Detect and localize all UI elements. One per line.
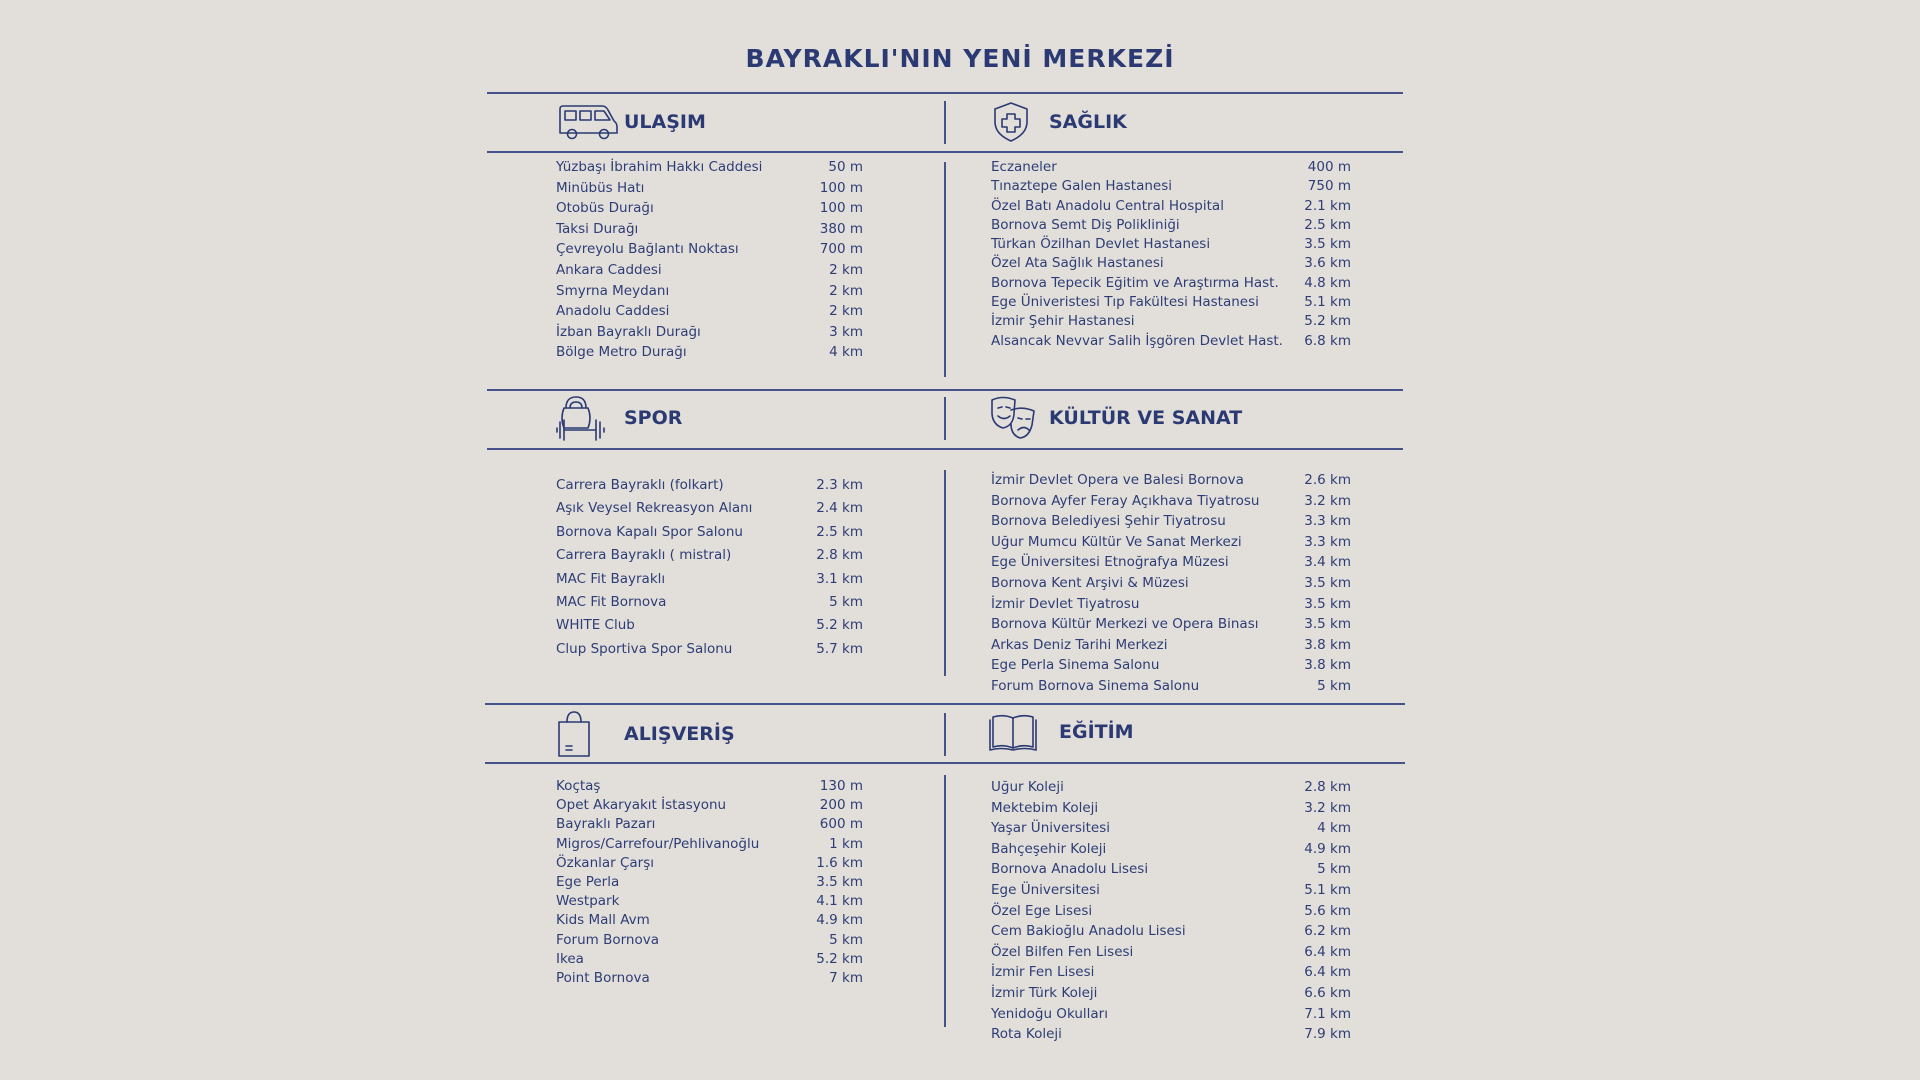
list-item: [556, 815, 863, 834]
place-name: Yüzbaşı İbrahim Hakkı Caddesi: [556, 159, 763, 175]
place-distance: 3.5 km: [1304, 595, 1351, 612]
list-item: [991, 839, 1351, 860]
page-title: BAYRAKLI'NIN YENİ MERKEZİ: [745, 44, 1175, 73]
divider: [485, 703, 1405, 705]
place-name: Opet Akaryakıt İstasyonu: [556, 797, 727, 814]
section-header-egitim: [989, 707, 1134, 757]
list-item: [556, 497, 863, 520]
place-name: Cem Bakioğlu Anadolu Lisesi: [991, 923, 1186, 940]
list-item: [556, 198, 863, 219]
list-egitim: [991, 777, 1351, 1045]
place-distance: 3.8 km: [1304, 657, 1351, 674]
place-distance: 400 m: [1307, 159, 1351, 175]
divider: [487, 389, 1403, 391]
place-name: MAC Fit Bornova: [556, 593, 667, 610]
place-distance: 5.2 km: [816, 950, 863, 967]
place-name: Bornova Semt Diş Polikliniği: [991, 216, 1180, 233]
list-item: [556, 521, 863, 544]
list-item: [556, 591, 863, 614]
section-title: KÜLTÜR VE SANAT: [1049, 407, 1243, 429]
list-item: [991, 158, 1351, 177]
place-distance: 3.2 km: [1304, 799, 1351, 816]
place-name: Bornova Ayfer Feray Açıkhava Tiyatrosu: [991, 492, 1260, 509]
place-name: Ege Perla: [556, 873, 620, 890]
place-distance: 6.8 km: [1304, 332, 1351, 349]
divider: [487, 92, 1403, 94]
place-distance: 3 km: [829, 323, 863, 340]
list-item: [991, 655, 1351, 676]
place-distance: 100 m: [819, 200, 863, 217]
place-distance: 5 km: [829, 593, 863, 610]
place-distance: 6.4 km: [1304, 964, 1351, 981]
column-divider: [944, 775, 946, 1027]
list-item: [556, 911, 863, 930]
place-name: Kids Mall Avm: [556, 912, 650, 929]
place-name: Migros/Carrefour/Pehlivanoğlu: [556, 835, 760, 852]
place-distance: 3.2 km: [1304, 492, 1351, 509]
place-distance: 4.8 km: [1304, 274, 1351, 291]
list-item: [991, 1024, 1351, 1045]
section-title: EĞİTİM: [1059, 721, 1134, 743]
list-item: [556, 614, 863, 637]
section-header-spor: [556, 393, 682, 443]
place-name: Ikea: [556, 950, 584, 967]
medical-shield-icon: [989, 97, 1049, 147]
place-name: Çevreyolu Bağlantı Noktası: [556, 241, 739, 258]
place-distance: 5.1 km: [1304, 294, 1351, 311]
list-alisveris: [556, 777, 863, 988]
place-distance: 1 km: [829, 835, 863, 852]
section-header-ulasim: [556, 97, 706, 147]
list-item: [556, 638, 863, 661]
place-name: Bayraklı Pazarı: [556, 816, 656, 833]
place-name: Aşık Veysel Rekreasyon Alanı: [556, 500, 753, 517]
bus-icon: [556, 97, 624, 147]
divider: [485, 762, 1405, 764]
list-item: [991, 216, 1351, 235]
list-item: [991, 332, 1351, 351]
place-distance: 4.9 km: [816, 912, 863, 929]
column-divider: [944, 397, 946, 440]
list-item: [556, 178, 863, 199]
list-item: [991, 573, 1351, 594]
list-item: [556, 544, 863, 567]
place-name: Bölge Metro Durağı: [556, 344, 687, 361]
section-header-kultur: [989, 393, 1242, 443]
place-name: Tınaztepe Galen Hastanesi: [991, 178, 1172, 195]
place-name: Carrera Bayraklı ( mistral): [556, 547, 732, 564]
list-item: [556, 260, 863, 281]
list-item: [991, 962, 1351, 983]
section-title: ALIŞVERİŞ: [624, 723, 735, 745]
place-distance: 750 m: [1307, 178, 1351, 195]
place-name: İzban Bayraklı Durağı: [556, 323, 701, 340]
list-item: [991, 635, 1351, 656]
place-distance: 3.5 km: [816, 873, 863, 890]
place-distance: 2.4 km: [816, 500, 863, 517]
place-distance: 700 m: [819, 241, 863, 258]
list-item: [991, 676, 1351, 697]
place-distance: 2.1 km: [1304, 197, 1351, 214]
list-item: [556, 322, 863, 343]
theater-masks-icon: [989, 393, 1049, 443]
section-title: ULAŞIM: [624, 111, 706, 133]
list-item: [556, 239, 863, 260]
place-distance: 2 km: [829, 303, 863, 320]
place-distance: 4.9 km: [1304, 840, 1351, 857]
list-item: [991, 921, 1351, 942]
place-distance: 2.8 km: [816, 547, 863, 564]
place-name: Ege Üniveristesi Tıp Fakültesi Hastanesi: [991, 294, 1259, 311]
place-distance: 3.5 km: [1304, 574, 1351, 591]
list-item: [991, 254, 1351, 273]
list-kultur: [991, 470, 1351, 697]
place-name: Ege Üniversitesi Etnoğrafya Müzesi: [991, 554, 1229, 571]
divider: [487, 151, 1403, 153]
place-name: Point Bornova: [556, 969, 650, 986]
list-item: [556, 157, 863, 178]
place-name: Bornova Kültür Merkezi ve Opera Binası: [991, 616, 1259, 633]
place-name: Smyrna Meydanı: [556, 282, 670, 299]
list-item: [556, 892, 863, 911]
section-header-saglik: [989, 97, 1127, 147]
place-distance: 380 m: [819, 220, 863, 237]
list-item: [991, 312, 1351, 331]
gym-kettlebell-icon: [556, 393, 624, 443]
place-name: Otobüs Durağı: [556, 200, 654, 217]
place-distance: 2.5 km: [1304, 216, 1351, 233]
place-name: Taksi Durağı: [556, 220, 639, 237]
place-distance: 5.2 km: [816, 617, 863, 634]
place-name: Bornova Tepecik Eğitim ve Araştırma Hast.: [991, 274, 1279, 291]
list-item: [991, 197, 1351, 216]
list-item: [556, 854, 863, 873]
place-name: Yenidoğu Okulları: [991, 1005, 1108, 1022]
place-distance: 100 m: [819, 179, 863, 196]
place-distance: 2 km: [829, 261, 863, 278]
list-item: [991, 470, 1351, 491]
place-distance: 7.1 km: [1304, 1005, 1351, 1022]
column-divider: [944, 101, 946, 144]
place-name: Özel Batı Anadolu Central Hospital: [991, 197, 1224, 214]
place-name: Bahçeşehir Koleji: [991, 840, 1107, 857]
list-item: [991, 1004, 1351, 1025]
list-item: [556, 796, 863, 815]
place-distance: 2.8 km: [1304, 779, 1351, 795]
list-item: [991, 491, 1351, 512]
place-name: Forum Bornova: [556, 931, 660, 948]
list-spor: [556, 474, 863, 661]
place-distance: 6.4 km: [1304, 943, 1351, 960]
place-name: Eczaneler: [991, 159, 1057, 175]
place-distance: 3.6 km: [1304, 255, 1351, 272]
list-item: [991, 293, 1351, 312]
place-distance: 4 km: [829, 344, 863, 361]
place-distance: 5 km: [829, 931, 863, 948]
place-name: Koçtaş: [556, 778, 601, 794]
list-item: [991, 859, 1351, 880]
place-distance: 5 km: [1317, 861, 1351, 878]
place-name: Özel Ege Lisesi: [991, 902, 1093, 919]
list-item: [556, 568, 863, 591]
place-name: Türkan Özilhan Devlet Hastanesi: [991, 236, 1211, 253]
place-distance: 5.2 km: [1304, 313, 1351, 330]
list-item: [556, 474, 863, 497]
list-saglik: [991, 158, 1351, 351]
place-name: Ankara Caddesi: [556, 261, 662, 278]
place-name: İzmir Şehir Hastanesi: [991, 313, 1135, 330]
place-name: Ege Üniversitesi: [991, 881, 1100, 898]
place-distance: 2.6 km: [1304, 472, 1351, 488]
place-name: Minübüs Hatı: [556, 179, 645, 196]
place-distance: 6.2 km: [1304, 923, 1351, 940]
place-name: WHITE Club: [556, 617, 635, 634]
place-name: Uğur Mumcu Kültür Ve Sanat Merkezi: [991, 533, 1242, 550]
list-ulasim: [556, 157, 863, 363]
place-distance: 2.3 km: [816, 477, 863, 493]
place-name: İzmir Türk Koleji: [991, 984, 1098, 1001]
column-divider: [944, 713, 946, 756]
place-distance: 1.6 km: [816, 854, 863, 871]
list-item: [556, 950, 863, 969]
place-name: İzmir Fen Lisesi: [991, 964, 1095, 981]
place-name: Özkanlar Çarşı: [556, 854, 655, 871]
place-name: Clup Sportiva Spor Salonu: [556, 640, 733, 657]
column-divider: [944, 162, 946, 377]
place-distance: 5.6 km: [1304, 902, 1351, 919]
section-title: SPOR: [624, 407, 683, 429]
place-distance: 4.1 km: [816, 893, 863, 910]
place-name: Rota Koleji: [991, 1026, 1062, 1043]
shopping-bag-icon: [556, 709, 624, 759]
section-header-alisveris: [556, 709, 735, 759]
place-distance: 130 m: [819, 778, 863, 794]
place-distance: 5 km: [1317, 677, 1351, 694]
place-name: Bornova Kent Arşivi & Müzesi: [991, 574, 1189, 591]
column-divider: [944, 470, 946, 676]
place-distance: 50 m: [828, 159, 863, 175]
list-item: [991, 880, 1351, 901]
place-distance: 6.6 km: [1304, 984, 1351, 1001]
place-name: Bornova Belediyesi Şehir Tiyatrosu: [991, 513, 1226, 530]
list-item: [556, 281, 863, 302]
place-name: Mektebim Koleji: [991, 799, 1099, 816]
place-name: Carrera Bayraklı (folkart): [556, 477, 724, 493]
place-name: Yaşar Üniversitesi: [991, 820, 1111, 837]
list-item: [556, 969, 863, 988]
place-distance: 5.7 km: [816, 640, 863, 657]
place-distance: 3.1 km: [816, 570, 863, 587]
list-item: [556, 219, 863, 240]
place-distance: 3.3 km: [1304, 513, 1351, 530]
list-item: [556, 835, 863, 854]
place-distance: 3.8 km: [1304, 636, 1351, 653]
list-item: [556, 342, 863, 363]
place-distance: 3.3 km: [1304, 533, 1351, 550]
list-item: [991, 777, 1351, 798]
place-distance: 5.1 km: [1304, 881, 1351, 898]
place-name: Arkas Deniz Tarihi Merkezi: [991, 636, 1168, 653]
place-distance: 2 km: [829, 282, 863, 299]
list-item: [991, 901, 1351, 922]
place-distance: 7 km: [829, 969, 863, 986]
list-item: [556, 301, 863, 322]
list-item: [991, 818, 1351, 839]
list-item: [991, 274, 1351, 293]
list-item: [556, 931, 863, 950]
list-item: [991, 235, 1351, 254]
place-distance: 7.9 km: [1304, 1026, 1351, 1043]
place-name: Özel Bilfen Fen Lisesi: [991, 943, 1134, 960]
place-name: Alsancak Nevvar Salih İşgören Devlet Hast.: [991, 332, 1283, 349]
list-item: [991, 594, 1351, 615]
place-name: İzmir Devlet Opera ve Balesi Bornova: [991, 472, 1244, 488]
place-name: MAC Fit Bayraklı: [556, 570, 666, 587]
place-name: Anadolu Caddesi: [556, 303, 670, 320]
list-item: [556, 777, 863, 796]
open-book-icon: [989, 707, 1059, 757]
list-item: [991, 177, 1351, 196]
place-distance: 4 km: [1317, 820, 1351, 837]
place-name: Forum Bornova Sinema Salonu: [991, 677, 1200, 694]
place-name: Bornova Anadolu Lisesi: [991, 861, 1149, 878]
place-name: Westpark: [556, 893, 620, 910]
place-distance: 3.5 km: [1304, 616, 1351, 633]
list-item: [991, 983, 1351, 1004]
place-distance: 2.5 km: [816, 523, 863, 540]
list-item: [991, 511, 1351, 532]
list-item: [991, 614, 1351, 635]
place-name: Ege Perla Sinema Salonu: [991, 657, 1160, 674]
place-distance: 600 m: [819, 816, 863, 833]
place-name: Bornova Kapalı Spor Salonu: [556, 523, 743, 540]
place-distance: 3.5 km: [1304, 236, 1351, 253]
list-item: [991, 798, 1351, 819]
section-title: SAĞLIK: [1049, 111, 1127, 133]
list-item: [556, 873, 863, 892]
place-name: Uğur Koleji: [991, 779, 1064, 795]
list-item: [991, 552, 1351, 573]
place-name: İzmir Devlet Tiyatrosu: [991, 595, 1140, 612]
place-distance: 200 m: [819, 797, 863, 814]
list-item: [991, 532, 1351, 553]
place-distance: 3.4 km: [1304, 554, 1351, 571]
place-name: Özel Ata Sağlık Hastanesi: [991, 255, 1164, 272]
divider: [487, 448, 1403, 450]
list-item: [991, 942, 1351, 963]
